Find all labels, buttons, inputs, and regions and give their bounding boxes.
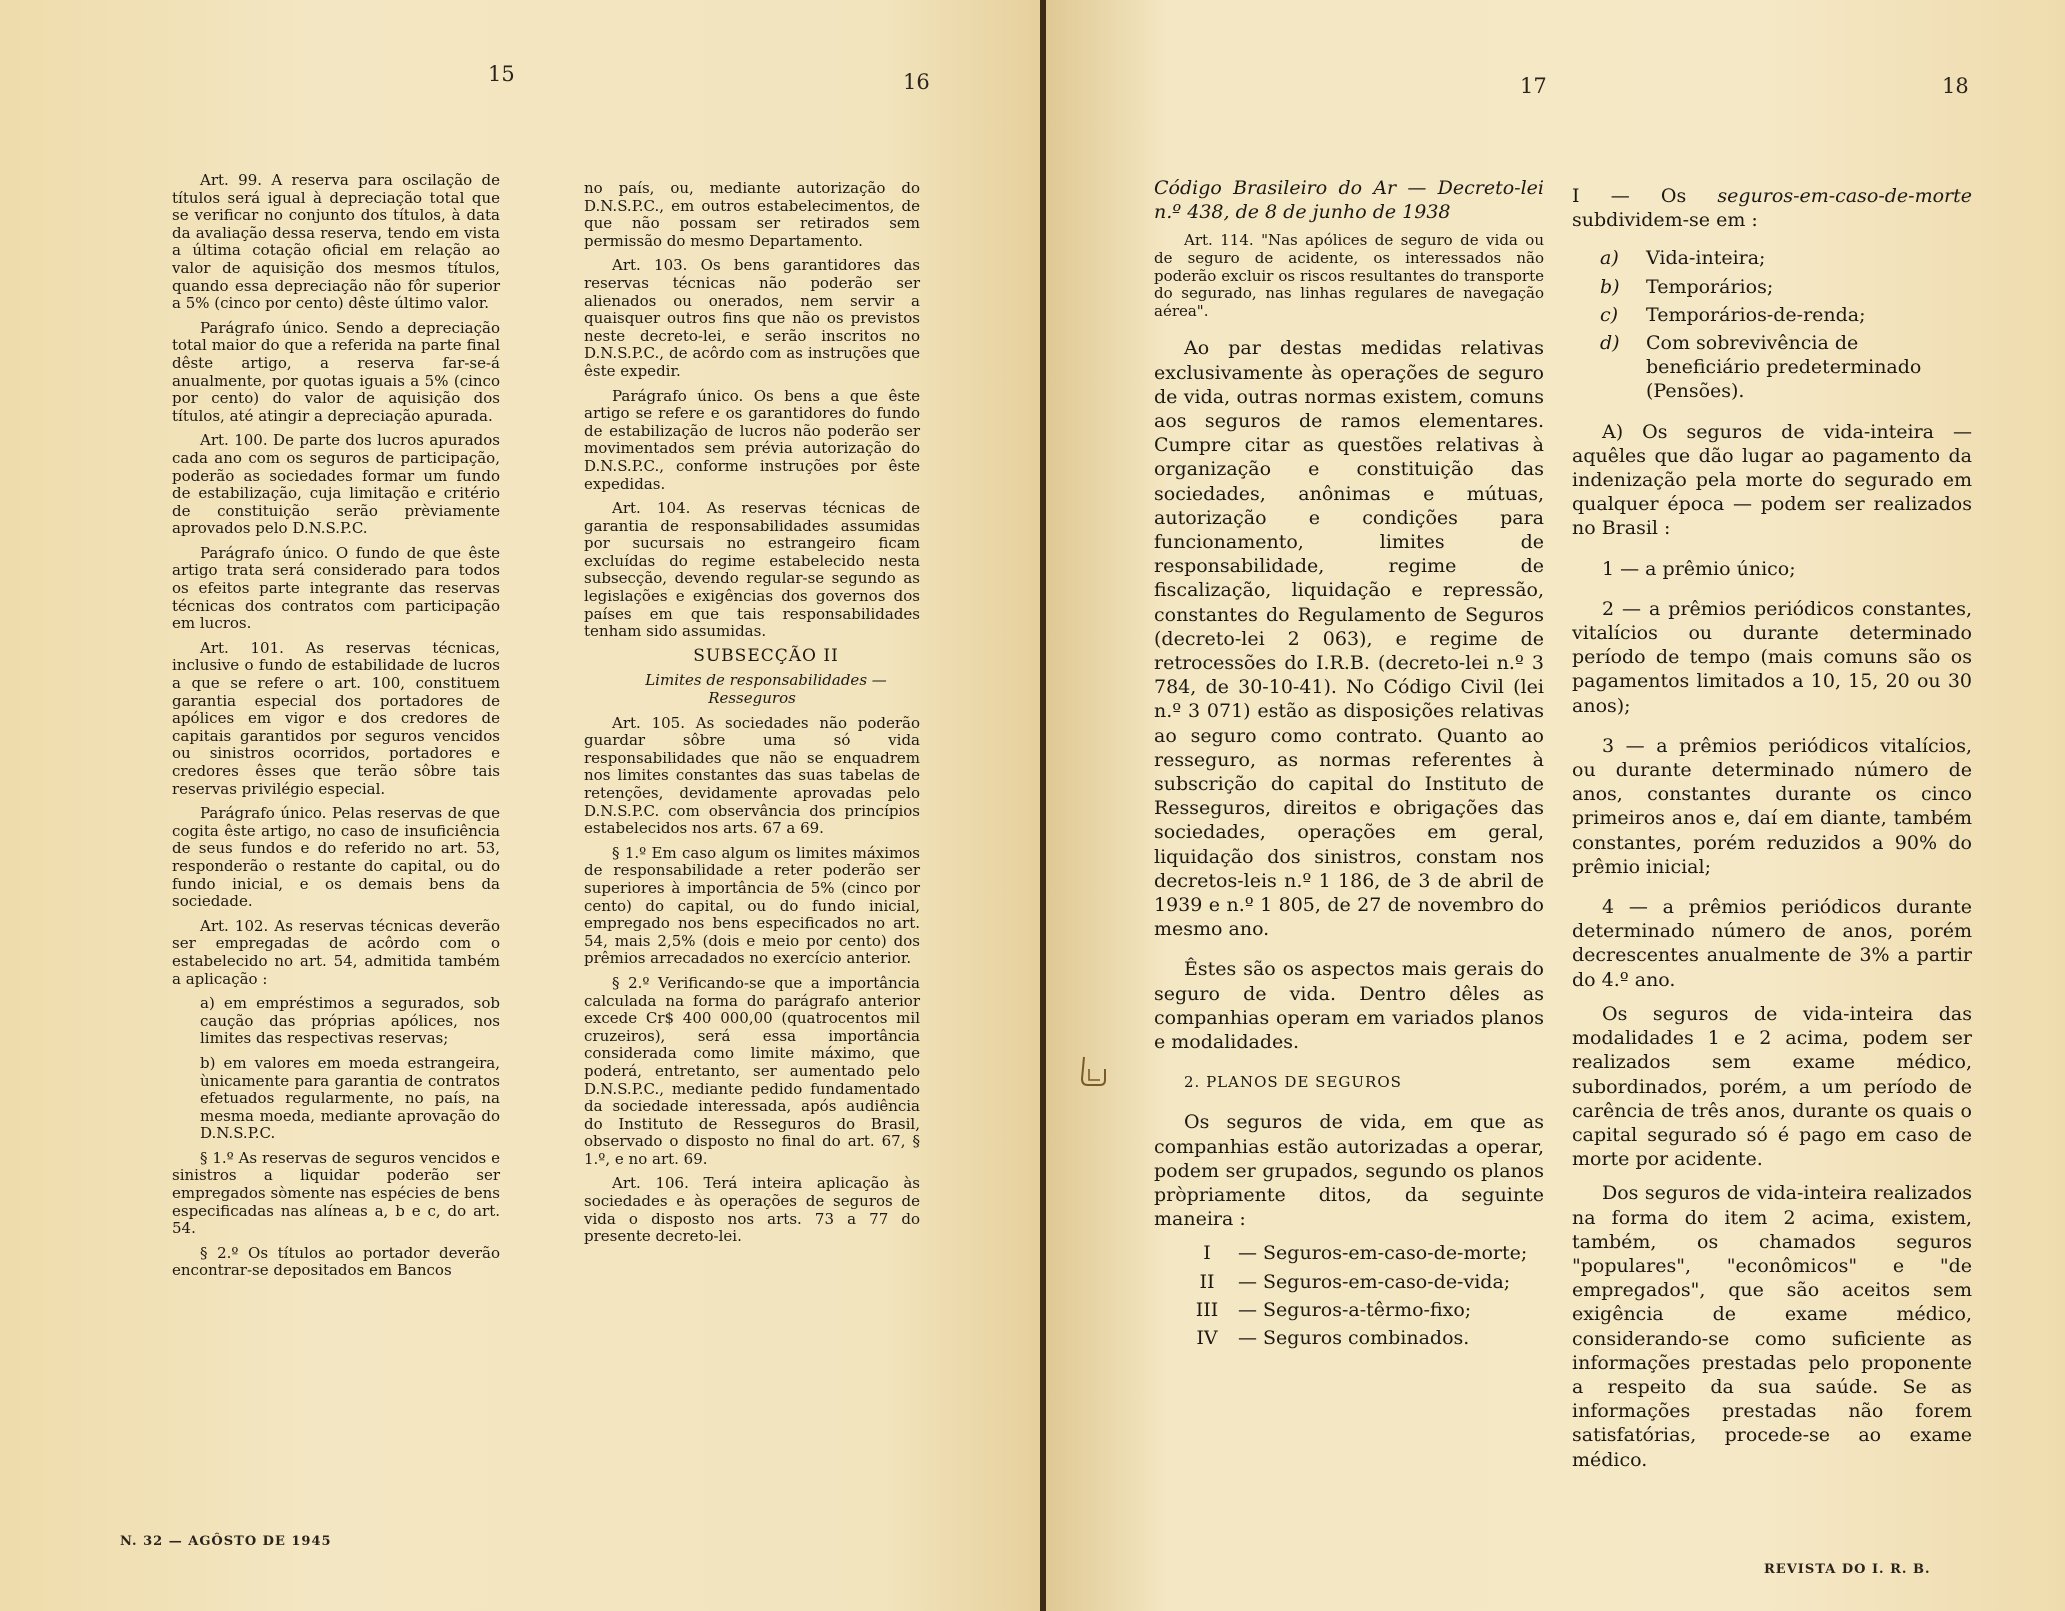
intro-line xyxy=(1154,176,1544,224)
item-marker: b) xyxy=(1600,275,1620,298)
right-sheet xyxy=(1046,0,2065,1611)
list-item: b) em valores em moeda estrangeira, ùnicamente para garantia de contratos efetuados regularmente, no país, na mesma moeda, mediante aprovação do D.N.S.P.C. xyxy=(200,1053,500,1143)
plan-number: I xyxy=(1203,1242,1211,1265)
paragraph: § 1.º Em caso algum os limites máximos de responsabilidade a reter poderão ser superiores à importância de 5% (cinco por cento) do capital, ou do fundo inicial, empregado nos bens especificados no art. 54, mais 2,5% (dois e meio por cento) dos prêmios arrecadados no exercício anterior. xyxy=(584,843,920,968)
item-marker: a) xyxy=(1600,247,1619,270)
paragraph: 1 — a prêmio único; xyxy=(1602,557,1796,580)
paragraph: Art. 100. De parte dos lucros apurados cada ano com os seguros de participação, poderão as sociedades formar um fundo de estabilização, cuja limitação e critério de constituição serão prèviamente aprovados pelo D.N.S.P.C. xyxy=(172,431,500,538)
paragraph: Art. 106. Terá inteira aplicação às sociedades e às operações de seguros de vida o disposto nos arts. 73 a 77 do presente decreto-lei. xyxy=(584,1174,920,1246)
decree-reference: Código Brasileiro do Ar — Decreto-lei n.º 438, de 8 de junho de 1938 xyxy=(1154,177,1544,224)
page-number-18: 18 xyxy=(1942,74,1969,98)
paragraph: 2 — a prêmios periódicos constantes, vitalícios ou durante determinado período de tempo (mais comuns são os pagamentos limitados a 10, 15, 20 ou 30 anos); xyxy=(1572,597,1972,717)
item-text: Com sobrevivência de beneficiário predeterminado (Pensões). xyxy=(1646,332,1922,403)
list-item xyxy=(1600,246,1972,270)
paragraph: Art. 101. As reservas técnicas, inclusive o fundo de estabilidade de lucros a que se refere o art. 100, constituem garantia especial dos portadores de apólices em vigor e dos credores de capitais garantidos por seguros vencidos ou sinistros ocorridos, portadores e credores êsses que terão sôbre tais reservas privilégio especial. xyxy=(172,638,500,798)
paragraph: Os seguros de vida, em que as companhias estão autorizadas a operar, podem ser grupados, segundo os planos pròpriamente ditos, da seguinte maneira : xyxy=(1154,1111,1544,1231)
plan-number: II xyxy=(1199,1270,1215,1293)
column-page-17 xyxy=(1154,176,1544,1372)
plan-text: — Seguros-a-têrmo-fixo; xyxy=(1238,1298,1472,1321)
paragraph: Êstes são os aspectos mais gerais do seguro de vida. Dentro dêles as companhias operam em variados planos e modalidades. xyxy=(1154,958,1544,1054)
list-item xyxy=(1600,331,1972,404)
subdivision-list xyxy=(1600,246,1972,403)
paragraph: § 2.º Verificando-se que a importância calculada na forma do parágrafo anterior excede Cr$ 400 000,00 (quatrocentos mil cruzeiros), será essa importância considerada como limite máximo, que poderá, entretanto, ser aumentado pelo D.N.S.P.C., mediante pedido fundamentado da sociedade interessada, após audiência do Instituto de Resseguros do Brasil, observado o disposto no final do art. 67, § 1.º, e no art. 69. xyxy=(584,973,920,1168)
paragraph: Art. 99. A reserva para oscilação de títulos será igual à depreciação total que se verificar no conjunto dos títulos, à data da avaliação dessa reserva, tendo em vista a última cotação oficial em relação ao valor de aquisição dos mesmos títulos, quando essa depreciação não fôr superior a 5% (cinco por cento) dêste último valor. xyxy=(172,171,500,313)
plans-list xyxy=(1176,1241,1544,1350)
paragraph: Os seguros de vida-inteira das modalidades 1 e 2 acima, podem ser realizados sem exame médico, subordinados, porém, a um período de carência de três anos, durante os quais o capital segurado só é pago em caso de morte por acidente. xyxy=(1572,1002,1972,1171)
item-text: Temporários; xyxy=(1646,275,1774,298)
plan-item xyxy=(1176,1326,1544,1350)
paragraph: Art. 105. As sociedades não poderão guardar sôbre uma só vida responsabilidades que não se enquadrem nos limites constantes das suas tabelas de retenções, devidamente aprovadas pelo D.N.S.P.C. com observância dos princípios estabelecidos nos arts. 67 a 69. xyxy=(584,713,920,838)
paragraph: § 1.º As reservas de seguros vencidos e sinistros a liquidar poderão ser empregados sòmente nas espécies de bens especificadas nas alíneas a, b e c, do art. 54. xyxy=(172,1148,500,1238)
column-page-16 xyxy=(584,180,920,1253)
paragraph: 3 — a prêmios periódicos vitalícios, ou durante determinado número de anos, constantes durante os cinco primeiros anos e, daí em diante, também constantes, porém reduzidos a 90% do prêmio inicial; xyxy=(1572,734,1972,878)
plan-item xyxy=(1176,1241,1544,1265)
quoted-article: Art. 114. "Nas apólices de seguro de vida ou de seguro de acidente, os interessados não poderão excluir os riscos resultantes do transporte do segurado, nas linhas regulares de navegação aérea". xyxy=(1154,231,1544,320)
footer-journal: REVISTA DO I. R. B. xyxy=(1764,1562,1931,1577)
intro-emphasis: seguros-em-caso-de-morte xyxy=(1717,185,1972,207)
paragraph: Parágrafo único. Os bens a que êste artigo se refere e os garantidores do fundo de estabilização de lucros não poderão ser movimentados sem prévia autorização do D.N.S.P.C., conforme instruções por êste expedidas. xyxy=(584,386,920,493)
paragraph: § 2.º Os títulos ao portador deverão encontrar-se depositados em Bancos xyxy=(172,1243,500,1280)
page-number-16: 16 xyxy=(903,70,930,94)
footer-issue: N. 32 — AGÔSTO DE 1945 xyxy=(120,1534,332,1549)
plan-text: — Seguros-em-caso-de-vida; xyxy=(1238,1270,1511,1293)
item-text: Temporários-de-renda; xyxy=(1646,303,1866,326)
item-text: Vida-inteira; xyxy=(1646,247,1766,270)
section-heading: 2. PLANOS DE SEGUROS xyxy=(1184,1073,1402,1092)
paragraph: Art. 104. As reservas técnicas de garantia de responsabilidades assumidas por sucursais no estrangeiro ficam excluídas do regime estabelecido nesta subsecção, devendo regular-se segundo as legislações e exigências dos governos dos países em que tais responsabilidades tenham sido assumidas. xyxy=(584,499,920,641)
page-number-15: 15 xyxy=(488,62,515,86)
paragraph: Ao par destas medidas relativas exclusivamente às operações de seguro de vida, outras normas existem, comuns aos seguros de ramos elementares. Cumpre citar as questões relativas à organização e constituição das sociedades, anônimas e mútuas, autorização e condições para funcionamento, limites de responsabilidade, regime de fiscalização, liquidação e repressão, constantes do Regulamento de Seguros (decreto-lei 2 063), e regime de retrocessões do I.R.B. (decreto-lei n.º 3 784, de 30-10-41). No Código Civil (lei n.º 3 071) estão as disposições relativas ao seguro como contrato. Quanto ao resseguro, as normas referentes à subscrição do capital do Instituto de Resseguros, direitos e obrigações das sociedades, operações em geral, liquidação dos sinistros, constam nos decretos-leis n.º 1 186, de 3 de abril de 1939 e n.º 1 805, de 27 de novembro do mesmo ano. xyxy=(1154,337,1544,941)
list-item: a) em empréstimos a segurados, sob caução das próprias apólices, nos limites das respectivas reservas; xyxy=(200,994,500,1048)
item-marker: c) xyxy=(1600,303,1619,326)
subsection-title: Limites de responsabilidades — Resseguros xyxy=(645,671,887,708)
subsection-heading: SUBSECÇÃO II xyxy=(693,645,839,666)
paragraph: Art. 102. As reservas técnicas deverão ser empregadas de acôrdo com o estabelecido no art. 54, admitida também a aplicação : xyxy=(172,916,500,988)
intro-prefix: I — Os xyxy=(1572,185,1718,207)
paper-clip-mark xyxy=(1078,1055,1108,1089)
paragraph: Art. 103. Os bens garantidores das reservas técnicas não poderão ser alienados ou onerados, nem servir a quaisquer outros fins que não os previstos neste decreto-lei, e serão inscritos no D.N.S.P.C., de acôrdo com as instruções que êste expedir. xyxy=(584,256,920,380)
paragraph: 4 — a prêmios periódicos durante determinado número de anos, porém decrescentes anualmente de 3% a partir do 4.º ano. xyxy=(1572,896,1972,991)
paragraph: Parágrafo único. O fundo de que êste artigo trata será considerado para todos os efeitos parte integrante das reservas técnicas dos contratos com participação em lucros. xyxy=(172,543,500,633)
paragraph xyxy=(1572,184,1972,232)
paragraph: Parágrafo único. Pelas reservas de que cogita êste artigo, no caso de insuficiência de seus fundos e do referido no art. 53, responderão o restante do capital, ou do fundo inicial, e os demais bens da sociedade. xyxy=(172,804,500,911)
plan-text: — Seguros combinados. xyxy=(1238,1327,1470,1350)
list-item xyxy=(1600,303,1972,327)
paragraph: A) Os seguros de vida-inteira — aquêles que dão lugar ao pagamento da indenização pela morte do segurado em qualquer época — podem ser realizados no Brasil : xyxy=(1572,420,1972,540)
plan-item xyxy=(1176,1298,1544,1322)
column-page-15 xyxy=(172,172,500,1287)
list-item xyxy=(1600,275,1972,299)
page-number-17: 17 xyxy=(1520,74,1547,98)
paragraph: no país, ou, mediante autorização do D.N.S.P.C., em outros estabelecimentos, de que não possam ser retirados sem permissão do mesmo Departamento. xyxy=(584,179,920,250)
plan-text: — Seguros-em-caso-de-morte; xyxy=(1238,1242,1528,1265)
plan-item xyxy=(1176,1270,1544,1294)
column-page-18 xyxy=(1572,184,1972,1488)
item-marker: d) xyxy=(1600,332,1620,355)
paragraph: Parágrafo único. Sendo a depreciação total maior do que a referida na parte final dêste artigo, a reserva far-se-á anualmente, por quotas iguais a 5% (cinco por cento) do valor de aquisição dos títulos, até atingir a depreciação apurada. xyxy=(172,318,500,425)
plan-number: IV xyxy=(1196,1327,1218,1350)
plan-number: III xyxy=(1195,1298,1219,1321)
paragraph: Dos seguros de vida-inteira realizados na forma do item 2 acima, existem, também, os chamados seguros "populares", "econômicos" e "de empregados", que são aceitos sem exigência de exame médico, considerando-se como suficiente as informações prestadas pelo proponente a respeito da sua saúde. Se as informações prestadas não forem satisfatórias, procede-se ao exame médico. xyxy=(1572,1182,1972,1471)
intro-suffix: subdividem-se em : xyxy=(1572,209,1758,232)
